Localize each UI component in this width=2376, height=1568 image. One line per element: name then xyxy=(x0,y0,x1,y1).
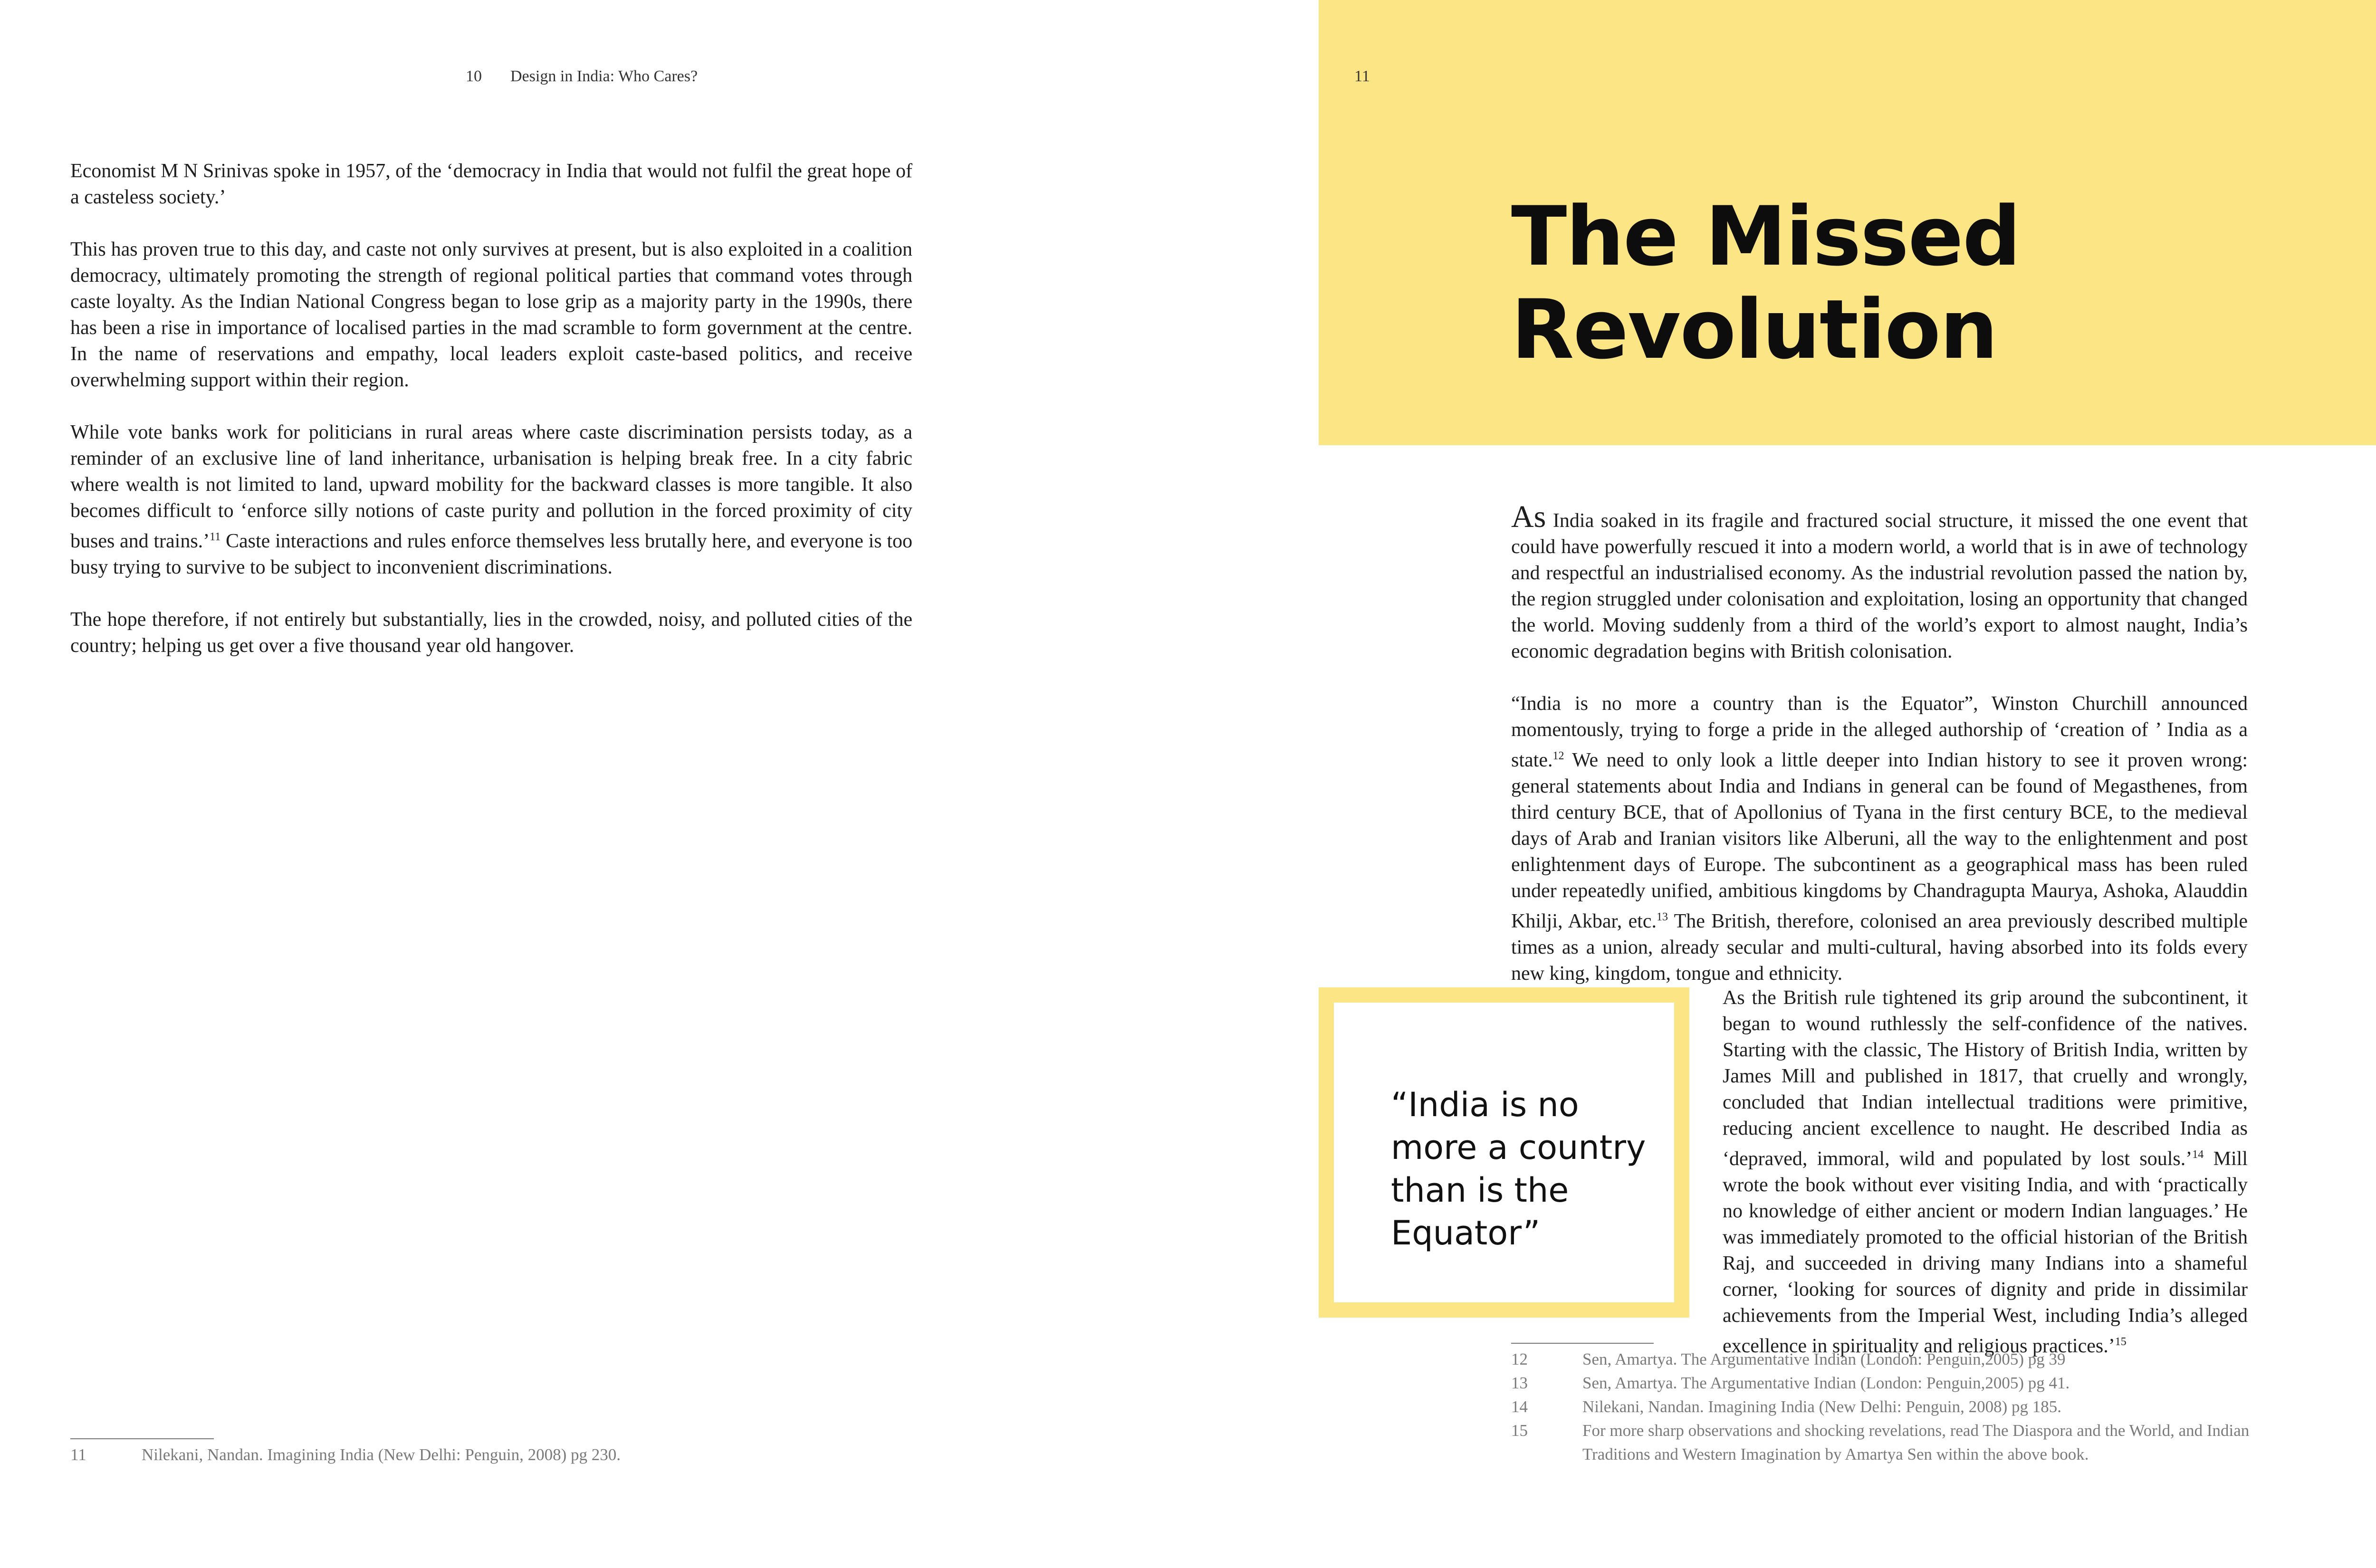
footnote-ref: 12 xyxy=(1552,750,1564,762)
footnotes-left xyxy=(70,1443,878,1467)
title-line: The Missed xyxy=(1511,189,2020,284)
left-body-text xyxy=(70,158,912,685)
pull-quote-inner xyxy=(1334,1003,1674,1302)
footnote-ref: 14 xyxy=(2192,1148,2204,1161)
right-body-text-wrap xyxy=(1723,985,2248,1386)
paragraph-text: While vote banks work for politicians in rural areas where caste discrimination persists today, as a reminder of an exclusive line of land inheritance, urbanisation is helping break free. In a city fabric where wealth is not limited to land, upward mobility for the backward classes is more tangible. It also becomes difficult to ‘enforce silly notions of caste purity and pollution in the forced proximity of city buses and trains.’ xyxy=(70,421,912,552)
paragraph: This has proven true to this day, and caste not only survives at present, but is also exploited in a coalition democracy, ultimately promoting the strength of regional political parties that command votes through caste loyalty. As the Indian National Congress began to lose grip as a majority party in the 1990s, there has been a rise in importance of localised parties in the mad scramble to form government at the centre. In the name of reservations and empathy, local leaders exploit caste-based politics, and receive overwhelming support within their region. xyxy=(70,239,912,391)
footnote xyxy=(70,1443,878,1467)
paragraph-text: Mill wrote the book without ever visiting India, and with ‘practically no knowledge of either ancient or modern Indian languages.’ He was immediately promoted to the official historian of the British Raj, and succeeded in driving many Indians into a shameful corner, ‘looking for sources of dignity and pride in dissimilar achievements from the Imperial West, including India’s alleged excellence in spirituality and religious practices.’ xyxy=(1723,1148,2248,1357)
title-line: Revolution xyxy=(1511,282,1997,377)
footnote-text: Nilekani, Nandan. Imagining India (New Delhi: Penguin, 2008) pg 185. xyxy=(1582,1397,2061,1416)
footnote-ref: 11 xyxy=(210,531,221,543)
running-head-page-number: 10 xyxy=(466,67,482,85)
paragraph-text: “India is no more a country than is the Equator”, Winston Churchill announced momentously, trying to forge a pride in the alleged authorship of ‘creation of ’ India as a state. xyxy=(1511,693,2248,771)
footnote-text: Nilekani, Nandan. Imagining India (New Delhi: Penguin, 2008) pg 230. xyxy=(142,1445,621,1464)
drop-cap: As xyxy=(1511,499,1546,534)
footnote-number: 15 xyxy=(1511,1421,1528,1440)
footnote xyxy=(1511,1395,2252,1419)
footnote xyxy=(1511,1371,2252,1395)
footnote-ref: 13 xyxy=(1657,911,1668,923)
pull-quote-text: “India is no more a country than is the Equator” xyxy=(1391,1085,1646,1252)
paragraph xyxy=(1723,985,2248,1359)
footnote xyxy=(1511,1419,2252,1466)
footnote-ref: 15 xyxy=(2115,1336,2127,1348)
paragraph xyxy=(1511,691,2248,987)
paragraph-text: As the British rule tightened its grip around the subcontinent, it began to wound ruthlessly the self-confidence of the natives. Starting with the classic, The History of British India, written by James Mill and published in 1817, that cruelly and wrongly, concluded that Indian intellectual traditions were primitive, reducing ancient excellence to naught. He described India as ‘depraved, immoral, wild and populated by lost souls.’ xyxy=(1723,987,2248,1170)
footnote-number: 11 xyxy=(70,1445,86,1464)
paragraph-text: India soaked in its fragile and fractured social structure, it missed the one event that could have powerfully rescued it into a modern world, a world that is in awe of technology and respectful an industrialised economy. As the industrial revolution passed the nation by, the region struggled under colonisation and exploitation, losing an opportunity that changed the world. Moving suddenly from a third of the world’s export to almost naught, India’s economic degradation begins with British colonisation. xyxy=(1511,510,2248,662)
footnote-number: 14 xyxy=(1511,1397,1528,1416)
chapter-title xyxy=(1511,190,2224,376)
footnotes-right xyxy=(1511,1348,2252,1466)
right-page xyxy=(1319,0,2376,1568)
footnote-number: 13 xyxy=(1511,1374,1528,1392)
footnote-rule xyxy=(70,1438,214,1439)
footnote-text: For more sharp observations and shocking revelations, read The Diaspora and the World, and Indian Traditions and Western Imagination by Amartya Sen within the above book. xyxy=(1582,1421,2250,1463)
paragraph-text: We need to only look a little deeper into Indian history to see it proven wrong: general statements about India and Indians in general can be found of Megasthenes, from third century BCE, that of Apollonius of Tyana in the first century BCE, to the medieval days of Arab and Iranian visitors like Alberuni, all the way to the enlightenment and post enlightenment days of Europe. The subcontinent as a geographical mass has been ruled under repeatedly unified, ambitious kingdoms by Chandragupta Maurya, Ashoka, Alauddin Khilji, Akbar, etc. xyxy=(1511,749,2248,932)
page-number: 11 xyxy=(1354,67,1370,85)
footnote-text: Sen, Amartya. The Argumentative Indian (London: Penguin,2005) pg 39 xyxy=(1582,1350,2066,1368)
footnote xyxy=(1511,1348,2252,1371)
pull-quote-box xyxy=(1319,987,1689,1318)
paragraph xyxy=(70,420,912,581)
running-head-title: Design in India: Who Cares? xyxy=(510,67,698,85)
footnote-text: Sen, Amartya. The Argumentative Indian (London: Penguin,2005) pg 41. xyxy=(1582,1374,2070,1392)
footnote-number: 12 xyxy=(1511,1350,1528,1368)
paragraph-text: Caste interactions and rules enforce themselves less brutally here, and everyone is too busy trying to survive to be subject to inconvenient discriminations. xyxy=(70,530,912,578)
paragraph xyxy=(1511,499,2248,665)
right-body-text xyxy=(1511,499,2248,1013)
paragraph: The hope therefore, if not entirely but substantially, lies in the crowded, noisy, and polluted cities of the country; helping us get over a five thousand year old hangover. xyxy=(70,609,912,657)
paragraph: Economist M N Srinivas spoke in 1957, of the ‘democracy in India that would not fulfil the great hope of a casteless society.’ xyxy=(70,160,912,208)
paragraph-text: The British, therefore, colonised an area previously described multiple times as a union, already secular and multi-cultural, having absorbed into its folds every new king, kingdom, tongue and ethnicity. xyxy=(1511,910,2248,985)
footnote-rule xyxy=(1511,1343,1654,1344)
